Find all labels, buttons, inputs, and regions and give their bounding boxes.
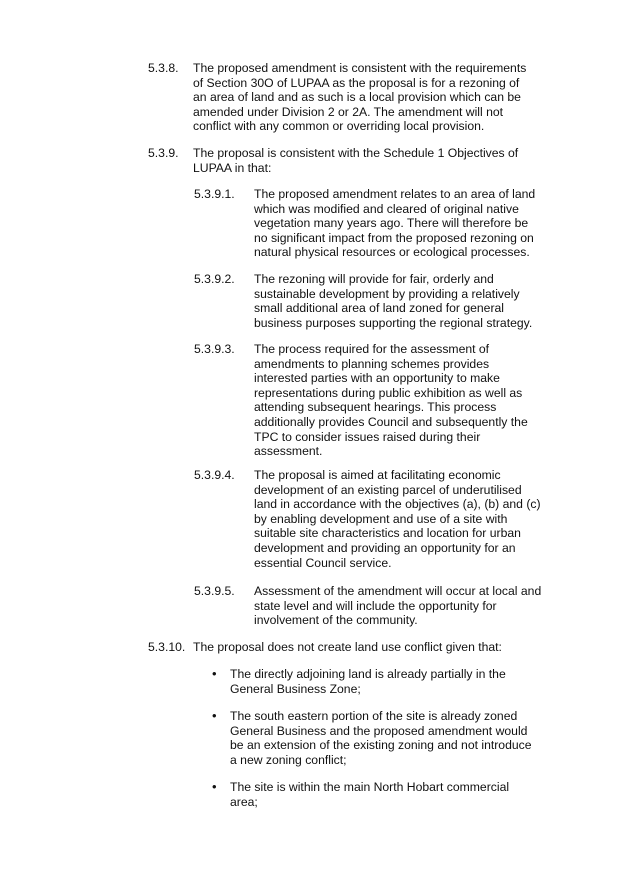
bullet-icon: •: [212, 779, 217, 794]
clause-5-3-9: [148, 146, 535, 175]
subclause-text: The rezoning will provide for fair, orderly and sustainable development by providing a relatively small additional area of land zoned for general business purposes supporting the regional strategy.: [254, 272, 533, 330]
bullet-icon: •: [212, 708, 217, 723]
bullet-item: [212, 709, 540, 767]
bullet-text: The directly adjoining land is already partially in the General Business Zone;: [230, 667, 506, 696]
bullet-item: [212, 780, 540, 809]
subclause-5-3-9-4: [194, 468, 544, 570]
clause-number: 5.3.9.: [148, 146, 179, 160]
clause-5-3-10: [148, 640, 535, 655]
clause-number: 5.3.10.: [148, 640, 186, 654]
subclause-5-3-9-5: [194, 584, 544, 628]
subclause-5-3-9-1: [194, 187, 544, 260]
clause-text: The proposed amendment is consistent with the requirements of Section 30O of LUPAA as the proposal is for a rezoning of an area of land and as such is a local provision which can be amended under Division 2 or 2A. The amendment will not conflict with any common or overriding local provision.: [193, 61, 527, 134]
subclause-text: Assessment of the amendment will occur at local and state level and will include the opportunity for involvement of the community.: [254, 584, 542, 628]
subclause-text: The proposal is aimed at facilitating economic development of an existing parcel of underutilised land in accordance with the objectives (a), (b) and (c) by enabling development and use of a site with suitable site characteristics and location for urban development and providing an opportunity for an essential Council service.: [254, 468, 541, 570]
bullet-item: [212, 667, 540, 696]
subclause-5-3-9-2: [194, 272, 544, 330]
subclause-text: The proposed amendment relates to an area of land which was modified and cleared of original native vegetation many years ago. There will therefore be no significant impact from the proposed rezoning on natural physical resources or ecological processes.: [254, 187, 536, 260]
bullet-icon: •: [212, 666, 217, 681]
clause-text: The proposal is consistent with the Schedule 1 Objectives of LUPAA in that:: [193, 146, 519, 175]
subclause-5-3-9-3: [194, 342, 544, 459]
clause-5-3-8: [148, 61, 535, 134]
clause-text: The proposal does not create land use conflict given that:: [193, 640, 502, 654]
subclause-number: 5.3.9.5.: [194, 584, 235, 598]
subclause-number: 5.3.9.4.: [194, 468, 235, 482]
subclause-number: 5.3.9.1.: [194, 187, 235, 201]
bullet-text: The south eastern portion of the site is already zoned General Business and the proposed amendment would be an extension of the existing zoning and not introduce a new zoning conflict;: [230, 709, 532, 767]
subclause-number: 5.3.9.3.: [194, 342, 235, 356]
clause-number: 5.3.8.: [148, 61, 179, 75]
subclause-number: 5.3.9.2.: [194, 272, 235, 286]
bullet-text: The site is within the main North Hobart commercial area;: [230, 780, 510, 809]
subclause-text: The process required for the assessment of amendments to planning schemes provides interested parties with an opportunity to make representations during public exhibition as well as attending subsequent hearings. This process additionally provides Council and subsequently the TPC to consider issues raised during their assessment.: [254, 342, 528, 459]
